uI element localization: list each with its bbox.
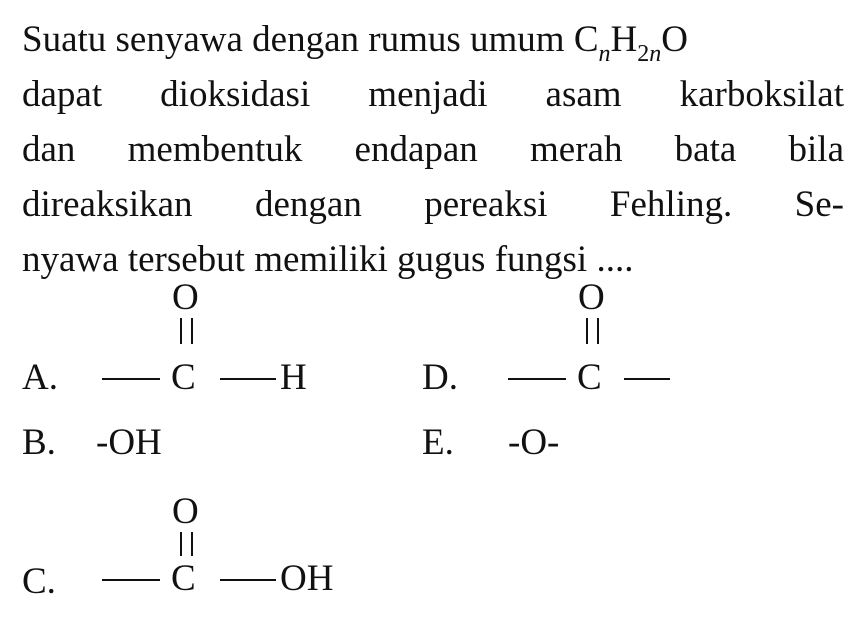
option-a-oxygen: O <box>172 277 199 318</box>
option-d-left-bond <box>508 378 566 380</box>
option-d-right-bond <box>624 378 670 380</box>
option-a-hydrogen: H <box>280 357 307 398</box>
option-e-letter[interactable]: E. <box>422 422 454 463</box>
option-a-carbon: C <box>171 357 196 398</box>
option-d-oxygen: O <box>578 277 605 318</box>
option-d-double-bond-right <box>597 318 599 344</box>
question-line-1 <box>22 12 844 67</box>
option-a-letter[interactable]: A. <box>22 357 58 398</box>
option-a-double-bond-left <box>180 318 182 344</box>
question-line-2: dapat dioksidasi menjadi asam karboksilat <box>22 74 844 115</box>
formula-subscript-n2: n <box>649 41 662 67</box>
option-c-double-bond-left <box>180 532 182 556</box>
option-a-double-bond-right <box>191 318 193 344</box>
question-line-1-text: Suatu senyawa dengan rumus umum C <box>22 19 599 60</box>
formula-hydrogen: H <box>610 19 638 60</box>
question-line-4: direaksikan dengan pereaksi Fehling. Se- <box>22 184 844 225</box>
option-b-letter[interactable]: B. <box>22 422 56 463</box>
option-c-double-bond-right <box>191 532 193 556</box>
formula-oxygen: O <box>661 19 688 60</box>
formula-subscript-n: n <box>598 41 611 67</box>
option-d-carbon: C <box>577 357 602 398</box>
option-a-right-bond <box>220 378 276 380</box>
option-c-letter[interactable]: C. <box>22 561 56 602</box>
formula-subscript-2: 2 <box>637 41 650 67</box>
option-b-text[interactable]: -OH <box>96 422 162 463</box>
option-d-double-bond-left <box>586 318 588 344</box>
option-a-left-bond <box>102 378 160 380</box>
option-e-text[interactable]: -O- <box>508 422 560 463</box>
option-c-carbon: C <box>171 558 196 599</box>
option-c-left-bond <box>102 579 160 581</box>
question-line-5: nyawa tersebut memiliki gugus fungsi .... <box>22 239 634 280</box>
option-c-hydroxyl: OH <box>280 558 334 599</box>
question-text <box>22 12 844 287</box>
option-c-right-bond <box>220 579 276 581</box>
option-c-oxygen: O <box>172 491 199 532</box>
option-d-letter[interactable]: D. <box>422 357 458 398</box>
question-line-3: dan membentuk endapan merah bata bila <box>22 129 844 170</box>
